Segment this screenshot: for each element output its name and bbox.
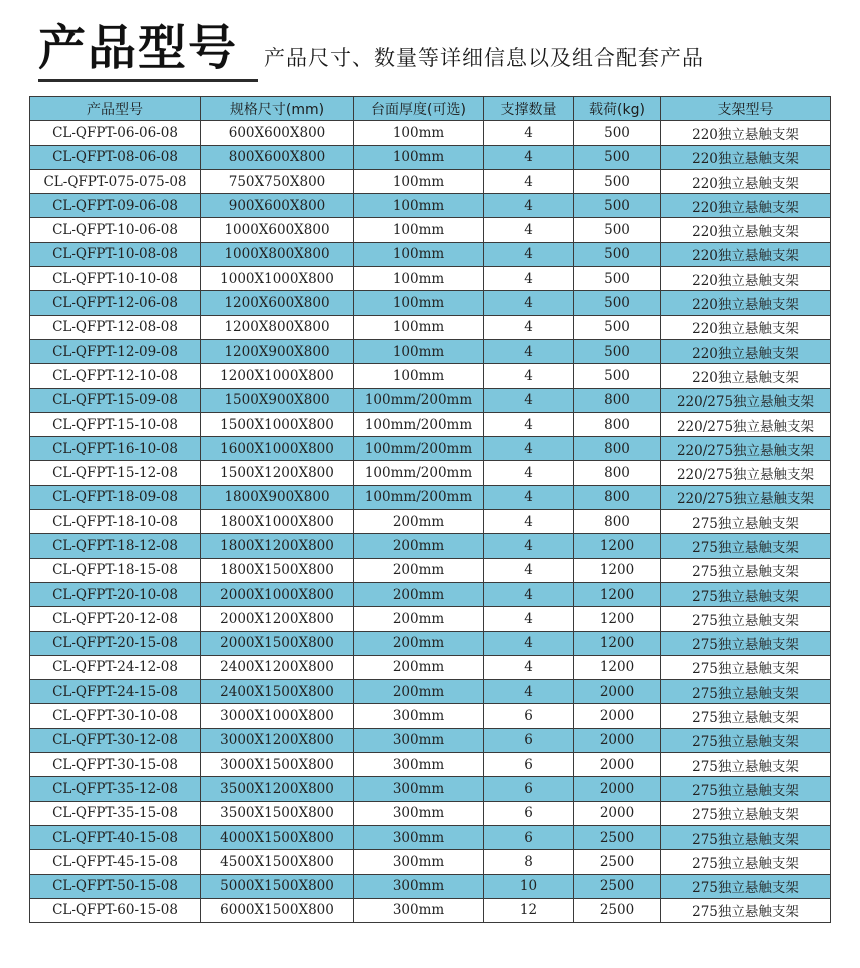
- cell-bracket: 275独立悬触支架: [661, 874, 831, 898]
- cell-size: 2400X1200X800: [201, 655, 354, 679]
- cell-load: 500: [574, 291, 661, 315]
- cell-bracket: 220独立悬触支架: [661, 315, 831, 339]
- cell-model: CL-QFPT-15-10-08: [30, 412, 201, 436]
- cell-size: 5000X1500X800: [201, 874, 354, 898]
- cell-bracket: 220独立悬触支架: [661, 194, 831, 218]
- cell-size: 750X750X800: [201, 169, 354, 193]
- page-title-text: 产品型号: [38, 20, 239, 76]
- cell-support-count: 4: [484, 242, 574, 266]
- cell-thickness: 100mm/200mm: [354, 461, 484, 485]
- cell-size: 900X600X800: [201, 194, 354, 218]
- table-row: [30, 631, 831, 655]
- table-row: [30, 364, 831, 388]
- cell-thickness: 300mm: [354, 850, 484, 874]
- cell-bracket: 220独立悬触支架: [661, 218, 831, 242]
- cell-support-count: 4: [484, 194, 574, 218]
- cell-thickness: 300mm: [354, 874, 484, 898]
- cell-model: CL-QFPT-09-06-08: [30, 194, 201, 218]
- cell-model: CL-QFPT-10-06-08: [30, 218, 201, 242]
- table-row: [30, 218, 831, 242]
- table-body: [30, 121, 831, 923]
- cell-thickness: 100mm: [354, 242, 484, 266]
- cell-bracket: 275独立悬触支架: [661, 631, 831, 655]
- cell-bracket: 220/275独立悬触支架: [661, 437, 831, 461]
- cell-bracket: 220/275独立悬触支架: [661, 461, 831, 485]
- cell-load: 1200: [574, 655, 661, 679]
- cell-thickness: 100mm/200mm: [354, 437, 484, 461]
- cell-bracket: 275独立悬触支架: [661, 607, 831, 631]
- cell-model: CL-QFPT-50-15-08: [30, 874, 201, 898]
- cell-thickness: 200mm: [354, 510, 484, 534]
- cell-bracket: 275独立悬触支架: [661, 510, 831, 534]
- cell-bracket: 220独立悬触支架: [661, 267, 831, 291]
- cell-bracket: 275独立悬触支架: [661, 704, 831, 728]
- cell-load: 800: [574, 388, 661, 412]
- cell-bracket: 220独立悬触支架: [661, 121, 831, 145]
- cell-load: 500: [574, 169, 661, 193]
- cell-bracket: 275独立悬触支架: [661, 898, 831, 922]
- cell-size: 4500X1500X800: [201, 850, 354, 874]
- cell-load: 2000: [574, 801, 661, 825]
- cell-size: 1500X900X800: [201, 388, 354, 412]
- cell-support-count: 4: [484, 169, 574, 193]
- cell-support-count: 8: [484, 850, 574, 874]
- cell-support-count: 6: [484, 753, 574, 777]
- cell-model: CL-QFPT-40-15-08: [30, 825, 201, 849]
- cell-support-count: 4: [484, 267, 574, 291]
- cell-size: 1800X900X800: [201, 485, 354, 509]
- cell-load: 500: [574, 194, 661, 218]
- cell-load: 2500: [574, 850, 661, 874]
- cell-bracket: 275独立悬触支架: [661, 680, 831, 704]
- cell-thickness: 100mm: [354, 218, 484, 242]
- page-header: [38, 18, 704, 78]
- cell-load: 500: [574, 121, 661, 145]
- cell-load: 2000: [574, 777, 661, 801]
- cell-thickness: 200mm: [354, 582, 484, 606]
- cell-load: 800: [574, 461, 661, 485]
- cell-support-count: 4: [484, 121, 574, 145]
- cell-size: 1500X1000X800: [201, 412, 354, 436]
- cell-model: CL-QFPT-15-09-08: [30, 388, 201, 412]
- cell-size: 1800X1000X800: [201, 510, 354, 534]
- cell-support-count: 4: [484, 364, 574, 388]
- cell-support-count: 4: [484, 437, 574, 461]
- cell-support-count: 6: [484, 704, 574, 728]
- cell-load: 800: [574, 437, 661, 461]
- table-row: [30, 874, 831, 898]
- cell-bracket: 275独立悬触支架: [661, 582, 831, 606]
- table-row: [30, 558, 831, 582]
- cell-load: 2000: [574, 680, 661, 704]
- cell-bracket: 275独立悬触支架: [661, 558, 831, 582]
- cell-model: CL-QFPT-16-10-08: [30, 437, 201, 461]
- cell-bracket: 220独立悬触支架: [661, 145, 831, 169]
- table-row: [30, 121, 831, 145]
- table-row: [30, 510, 831, 534]
- cell-bracket: 220/275独立悬触支架: [661, 388, 831, 412]
- cell-size: 3000X1000X800: [201, 704, 354, 728]
- cell-load: 800: [574, 412, 661, 436]
- cell-thickness: 200mm: [354, 631, 484, 655]
- cell-thickness: 100mm: [354, 315, 484, 339]
- cell-size: 1200X600X800: [201, 291, 354, 315]
- table-row: [30, 461, 831, 485]
- table-row: [30, 437, 831, 461]
- cell-size: 1200X800X800: [201, 315, 354, 339]
- table-row: [30, 315, 831, 339]
- cell-support-count: 4: [484, 461, 574, 485]
- cell-load: 2500: [574, 898, 661, 922]
- cell-bracket: 275独立悬触支架: [661, 850, 831, 874]
- table-row: [30, 777, 831, 801]
- cell-model: CL-QFPT-30-15-08: [30, 753, 201, 777]
- cell-bracket: 275独立悬触支架: [661, 655, 831, 679]
- table-row: [30, 898, 831, 922]
- cell-bracket: 220独立悬触支架: [661, 364, 831, 388]
- cell-bracket: 275独立悬触支架: [661, 753, 831, 777]
- cell-support-count: 4: [484, 218, 574, 242]
- cell-thickness: 100mm: [354, 169, 484, 193]
- cell-support-count: 6: [484, 728, 574, 752]
- cell-support-count: 4: [484, 655, 574, 679]
- cell-thickness: 300mm: [354, 704, 484, 728]
- cell-size: 1000X800X800: [201, 242, 354, 266]
- cell-thickness: 300mm: [354, 898, 484, 922]
- cell-support-count: 6: [484, 777, 574, 801]
- cell-support-count: 4: [484, 412, 574, 436]
- cell-model: CL-QFPT-08-06-08: [30, 145, 201, 169]
- cell-model: CL-QFPT-30-10-08: [30, 704, 201, 728]
- cell-load: 2500: [574, 874, 661, 898]
- table-row: [30, 291, 831, 315]
- column-header-support-count: 支撑数量: [484, 97, 574, 121]
- cell-size: 3500X1200X800: [201, 777, 354, 801]
- cell-thickness: 100mm: [354, 121, 484, 145]
- cell-bracket: 275独立悬触支架: [661, 728, 831, 752]
- cell-model: CL-QFPT-35-12-08: [30, 777, 201, 801]
- cell-thickness: 100mm: [354, 145, 484, 169]
- cell-size: 1800X1200X800: [201, 534, 354, 558]
- cell-support-count: 6: [484, 801, 574, 825]
- cell-thickness: 100mm/200mm: [354, 412, 484, 436]
- cell-support-count: 4: [484, 339, 574, 363]
- cell-model: CL-QFPT-06-06-08: [30, 121, 201, 145]
- cell-model: CL-QFPT-18-15-08: [30, 558, 201, 582]
- cell-thickness: 100mm/200mm: [354, 388, 484, 412]
- cell-thickness: 100mm: [354, 291, 484, 315]
- cell-size: 2000X1200X800: [201, 607, 354, 631]
- column-header-model: 产品型号: [30, 97, 201, 121]
- cell-load: 800: [574, 510, 661, 534]
- table-row: [30, 194, 831, 218]
- cell-size: 1000X600X800: [201, 218, 354, 242]
- cell-support-count: 6: [484, 825, 574, 849]
- cell-load: 2500: [574, 825, 661, 849]
- table-row: [30, 339, 831, 363]
- column-header-bracket: 支架型号: [661, 97, 831, 121]
- cell-size: 6000X1500X800: [201, 898, 354, 922]
- cell-bracket: 220独立悬触支架: [661, 291, 831, 315]
- cell-model: CL-QFPT-20-10-08: [30, 582, 201, 606]
- cell-model: CL-QFPT-12-08-08: [30, 315, 201, 339]
- cell-size: 2400X1500X800: [201, 680, 354, 704]
- table-row: [30, 485, 831, 509]
- cell-support-count: 4: [484, 680, 574, 704]
- cell-support-count: 4: [484, 485, 574, 509]
- cell-size: 1800X1500X800: [201, 558, 354, 582]
- cell-model: CL-QFPT-10-10-08: [30, 267, 201, 291]
- cell-model: CL-QFPT-24-15-08: [30, 680, 201, 704]
- cell-thickness: 200mm: [354, 655, 484, 679]
- cell-model: CL-QFPT-18-12-08: [30, 534, 201, 558]
- cell-size: 3000X1200X800: [201, 728, 354, 752]
- cell-size: 2000X1500X800: [201, 631, 354, 655]
- cell-support-count: 4: [484, 582, 574, 606]
- cell-size: 2000X1000X800: [201, 582, 354, 606]
- page-subtitle: 产品尺寸、数量等详细信息以及组合配套产品: [264, 46, 705, 70]
- cell-load: 500: [574, 267, 661, 291]
- cell-load: 1200: [574, 607, 661, 631]
- cell-bracket: 220独立悬触支架: [661, 339, 831, 363]
- title-underline: [38, 79, 258, 82]
- cell-size: 1200X900X800: [201, 339, 354, 363]
- cell-bracket: 275独立悬触支架: [661, 801, 831, 825]
- cell-size: 600X600X800: [201, 121, 354, 145]
- cell-model: CL-QFPT-24-12-08: [30, 655, 201, 679]
- page-title: [38, 20, 238, 78]
- cell-thickness: 100mm: [354, 339, 484, 363]
- table-row: [30, 412, 831, 436]
- cell-model: CL-QFPT-30-12-08: [30, 728, 201, 752]
- cell-thickness: 300mm: [354, 825, 484, 849]
- cell-thickness: 300mm: [354, 753, 484, 777]
- product-table: [29, 96, 831, 923]
- cell-load: 2000: [574, 753, 661, 777]
- cell-thickness: 300mm: [354, 801, 484, 825]
- cell-load: 500: [574, 242, 661, 266]
- table-row: [30, 534, 831, 558]
- table-row: [30, 267, 831, 291]
- cell-load: 1200: [574, 534, 661, 558]
- table-row: [30, 145, 831, 169]
- cell-thickness: 100mm/200mm: [354, 485, 484, 509]
- cell-model: CL-QFPT-45-15-08: [30, 850, 201, 874]
- cell-support-count: 4: [484, 534, 574, 558]
- cell-thickness: 200mm: [354, 534, 484, 558]
- cell-support-count: 4: [484, 631, 574, 655]
- cell-load: 2000: [574, 704, 661, 728]
- cell-bracket: 275独立悬触支架: [661, 825, 831, 849]
- cell-model: CL-QFPT-20-12-08: [30, 607, 201, 631]
- cell-bracket: 220/275独立悬触支架: [661, 412, 831, 436]
- table-row: [30, 607, 831, 631]
- table-row: [30, 825, 831, 849]
- cell-model: CL-QFPT-12-06-08: [30, 291, 201, 315]
- table-row: [30, 728, 831, 752]
- column-header-size: 规格尺寸(mm): [201, 97, 354, 121]
- cell-model: CL-QFPT-20-15-08: [30, 631, 201, 655]
- table-row: [30, 801, 831, 825]
- table-row: [30, 242, 831, 266]
- cell-thickness: 100mm: [354, 267, 484, 291]
- cell-support-count: 4: [484, 388, 574, 412]
- cell-thickness: 300mm: [354, 777, 484, 801]
- cell-size: 1000X1000X800: [201, 267, 354, 291]
- cell-size: 1500X1200X800: [201, 461, 354, 485]
- table-row: [30, 388, 831, 412]
- column-header-thickness: 台面厚度(可选): [354, 97, 484, 121]
- cell-support-count: 10: [484, 874, 574, 898]
- cell-load: 1200: [574, 582, 661, 606]
- cell-thickness: 200mm: [354, 558, 484, 582]
- cell-size: 1600X1000X800: [201, 437, 354, 461]
- cell-bracket: 220独立悬触支架: [661, 242, 831, 266]
- cell-model: CL-QFPT-18-09-08: [30, 485, 201, 509]
- cell-bracket: 275独立悬触支架: [661, 534, 831, 558]
- cell-size: 800X600X800: [201, 145, 354, 169]
- cell-model: CL-QFPT-10-08-08: [30, 242, 201, 266]
- cell-load: 500: [574, 339, 661, 363]
- cell-size: 3500X1500X800: [201, 801, 354, 825]
- cell-model: CL-QFPT-60-15-08: [30, 898, 201, 922]
- cell-load: 500: [574, 364, 661, 388]
- cell-thickness: 200mm: [354, 680, 484, 704]
- table-row: [30, 850, 831, 874]
- cell-support-count: 4: [484, 607, 574, 631]
- cell-support-count: 4: [484, 315, 574, 339]
- cell-support-count: 4: [484, 558, 574, 582]
- column-header-load: 载荷(kg): [574, 97, 661, 121]
- cell-bracket: 275独立悬触支架: [661, 777, 831, 801]
- cell-load: 500: [574, 145, 661, 169]
- cell-support-count: 4: [484, 145, 574, 169]
- cell-thickness: 100mm: [354, 194, 484, 218]
- cell-load: 800: [574, 485, 661, 509]
- cell-support-count: 12: [484, 898, 574, 922]
- table-row: [30, 753, 831, 777]
- table-row: [30, 655, 831, 679]
- cell-load: 500: [574, 218, 661, 242]
- cell-model: CL-QFPT-12-09-08: [30, 339, 201, 363]
- cell-size: 4000X1500X800: [201, 825, 354, 849]
- cell-load: 1200: [574, 631, 661, 655]
- table-row: [30, 582, 831, 606]
- cell-model: CL-QFPT-35-15-08: [30, 801, 201, 825]
- cell-support-count: 4: [484, 291, 574, 315]
- cell-size: 3000X1500X800: [201, 753, 354, 777]
- cell-bracket: 220独立悬触支架: [661, 169, 831, 193]
- cell-model: CL-QFPT-15-12-08: [30, 461, 201, 485]
- product-table-container: [29, 96, 830, 923]
- table-row: [30, 704, 831, 728]
- table-row: [30, 680, 831, 704]
- cell-thickness: 100mm: [354, 364, 484, 388]
- cell-model: CL-QFPT-18-10-08: [30, 510, 201, 534]
- cell-size: 1200X1000X800: [201, 364, 354, 388]
- table-header-row: [30, 97, 831, 121]
- cell-load: 2000: [574, 728, 661, 752]
- cell-bracket: 220/275独立悬触支架: [661, 485, 831, 509]
- cell-thickness: 200mm: [354, 607, 484, 631]
- table-row: [30, 169, 831, 193]
- cell-load: 500: [574, 315, 661, 339]
- cell-model: CL-QFPT-12-10-08: [30, 364, 201, 388]
- cell-support-count: 4: [484, 510, 574, 534]
- cell-model: CL-QFPT-075-075-08: [30, 169, 201, 193]
- cell-load: 1200: [574, 558, 661, 582]
- cell-thickness: 300mm: [354, 728, 484, 752]
